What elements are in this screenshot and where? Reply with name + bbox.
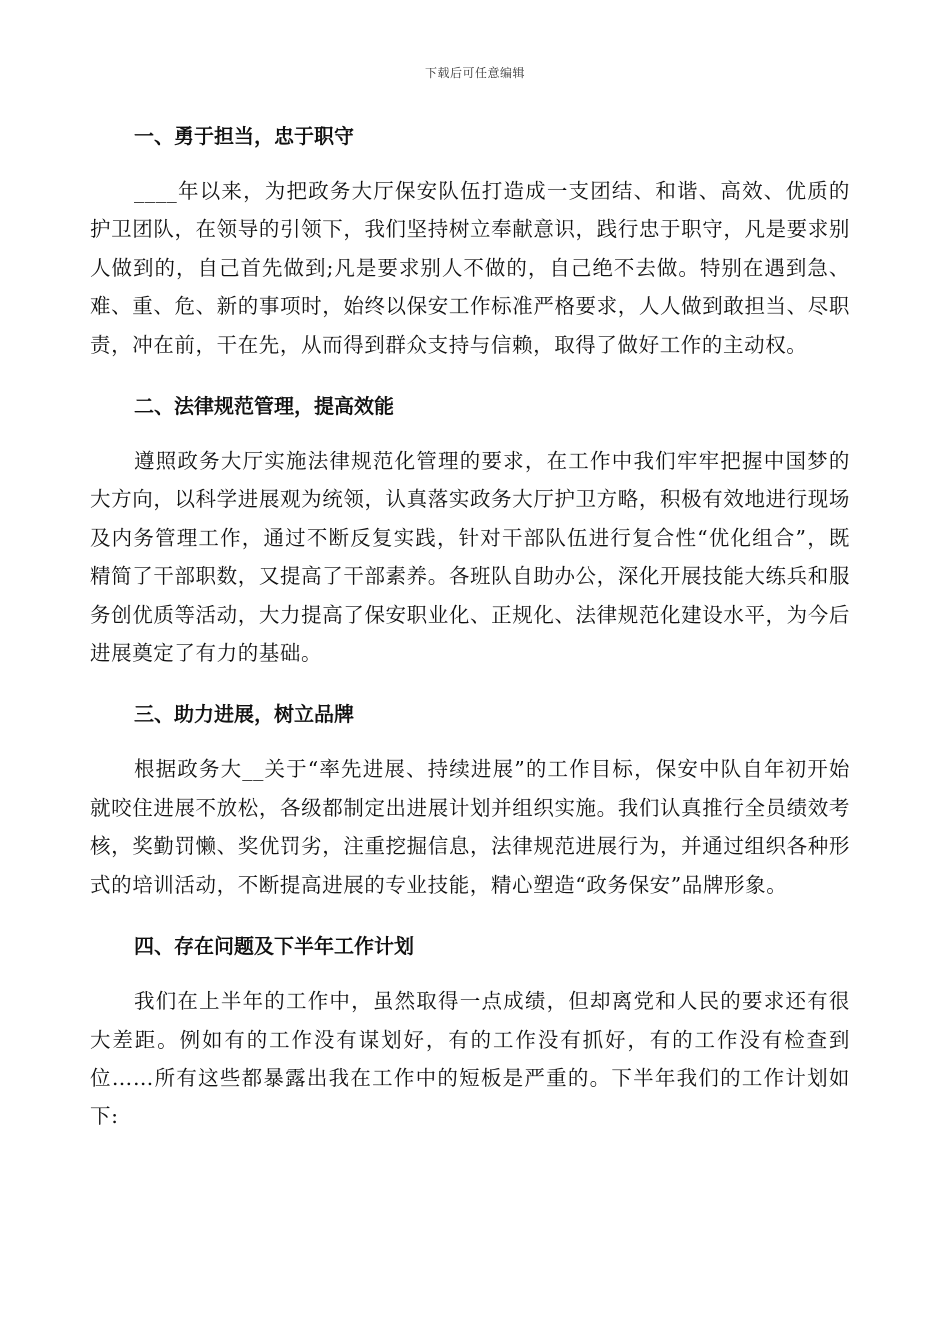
section-title-3: 三、助力进展，树立品牌 bbox=[134, 702, 354, 727]
header-note: 下载后可任意编辑 bbox=[424, 66, 525, 80]
section-paragraph-4: 我们在上半年的工作中，虽然取得一点成绩，但却离党和人民的要求还有很大差距。例如有的工作没有谋划好，有的工作没有抓好，有的工作没有检查到位……所有这些都暴露出我在工作中的短板是严重的。下半年我们的工作计划如下: bbox=[90, 989, 850, 1129]
section-paragraph-2: 遵照政务大厅实施法律规范化管理的要求，在工作中我们牢牢把握中国梦的大方向，以科学进展观为统领，认真落实政务大厅护卫方略，积极有效地进行现场及内务管理工作，通过不断反复实践，针对干部队伍进行复合性“优化组合”，既精简了干部职数，又提高了干部素养。各班队自助办公，深化开展技能大练兵和服务创优质等活动，大力提高了保安职业化、正规化、法律规范化建设水平，为今后进展奠定了有力的基础。 bbox=[90, 449, 850, 666]
section-paragraph-1: ____年以来，为把政务大厅保安队伍打造成一支团结、和谐、高效、优质的护卫团队，在领导的引领下，我们坚持树立奉献意识，践行忠于职守，凡是要求别人做到的，自己首先做到;凡是要求别人不做的，自己绝不去做。特别在遇到急、难、重、危、新的事项时，始终以保安工作标准严格要求，人人做到敢担当、尽职责，冲在前，干在先，从而得到群众支持与信赖，取得了做好工作的主动权。 bbox=[90, 179, 850, 357]
document-body bbox=[90, 118, 850, 1136]
section-title-4: 四、存在问题及下半年工作计划 bbox=[134, 934, 414, 959]
section-title-2: 二、法律规范管理，提高效能 bbox=[134, 394, 394, 419]
section-title-1: 一、勇于担当，忠于职守 bbox=[134, 124, 354, 148]
section-paragraph-3: 根据政务大__关于“率先进展、持续进展”的工作目标，保安中队自年初开始就咬住进展不放松，各级都制定出进展计划并组织实施。我们认真推行全员绩效考核，奖勤罚懒、奖优罚劣，注重挖掘信息，法律规范进展行为，并通过组织各种形式的培训活动，不断提高进展的专业技能，精心塑造“政务保安”品牌形象。 bbox=[90, 757, 850, 897]
